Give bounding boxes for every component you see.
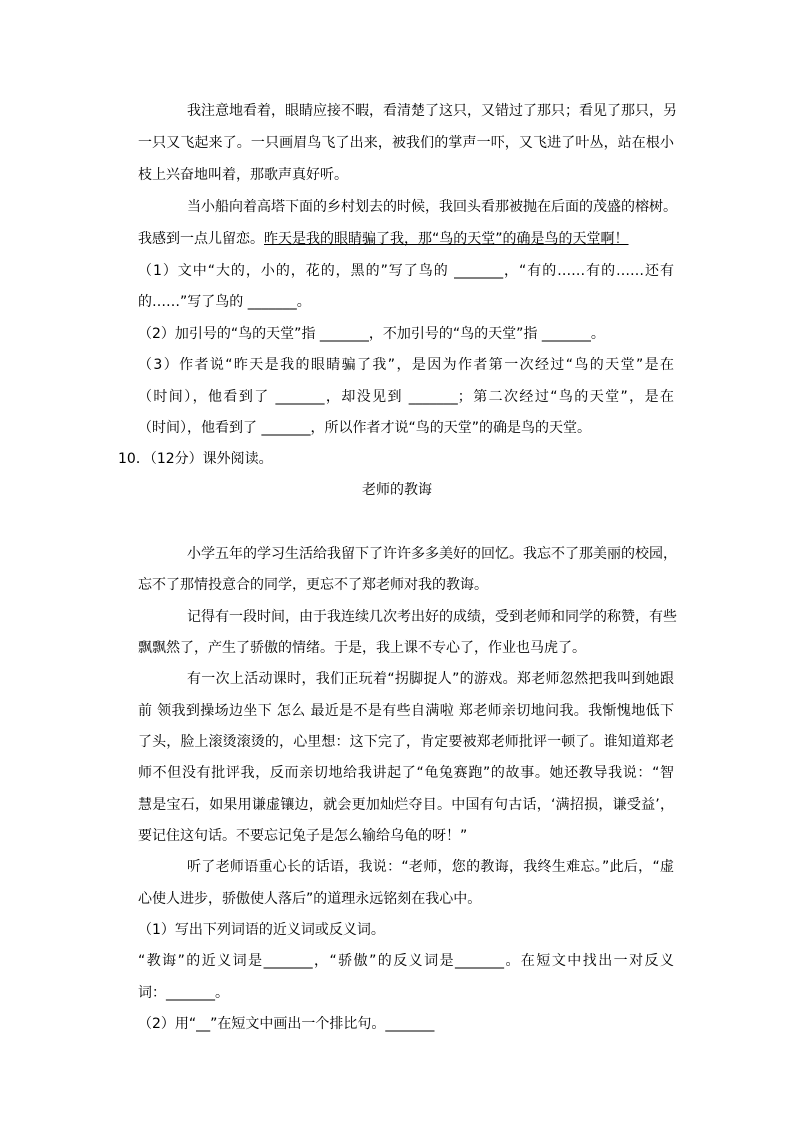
q10-sub1: （1）写出下列词语的近义词或反义词。: [138, 922, 385, 938]
q9-sub3-line2: （时间），他看到了 _______，却没见到 _______；第二次经过“鸟的天堂”，是在: [138, 389, 674, 405]
passage9-line4: 当小船向着高塔下面的乡村划去的时候，我回头看那被抛在后面的茂盛的榕树。: [187, 199, 677, 215]
passage9-line1: 我注意地看着，眼睛应接不暇，看清楚了这只，又错过了那只；看见了那只，另: [187, 103, 677, 119]
q10-para1-line1: 小学五年的学习生活给我留下了许许多多美好的回忆。我忘不了那美丽的校园，: [187, 546, 677, 562]
q10-sub1-line2: 词：_______。: [138, 985, 229, 1001]
passage9-line3: 枝上兴奋地叫着，那歌声真好听。: [138, 167, 348, 183]
passage9-line2: 一只又飞起来了。一只画眉鸟飞了出来，被我们的掌声一吓，又飞进了叶丛，站在根小: [138, 135, 674, 151]
q10-para3-line2: 前 领我到操场边坐下 怎么 最近是不是有些自满啦 郑老师亲切地问我。我惭愧地低下: [138, 703, 674, 719]
q10-para4-line2: 心使人进步，骄傲使人落后”的道理永远铭刻在我心中。: [138, 891, 482, 907]
q10-para3-line1: 有一次上活动课时，我们正玩着“拐脚捉人”的游戏。郑老师忽然把我叫到她跟: [187, 671, 674, 687]
q10-para2-line1: 记得有一段时间，由于我连续几次考出好的成绩，受到老师和同学的称赞，有些: [187, 609, 677, 625]
passage9-line5-plain: 我感到一点儿留恋。: [138, 231, 264, 247]
q10-para3-line6: 要记住这句话。不要忘记兔子是怎么输给乌龟的呀！”: [138, 828, 468, 844]
q10-article-title: 老师的教诲: [362, 482, 432, 498]
q10-para3-line5: 慧是宝石，如果用谦虚镶边，就会更加灿烂夺目。中国有句古话，‘满招损，谦受益’，: [138, 797, 674, 813]
q9-sub3-line3: （时间），他看到了 _______，所以作者才说“鸟的天堂”的确是鸟的天堂。: [138, 420, 591, 436]
q10-header: 10．（12分）课外阅读。: [118, 451, 273, 467]
q9-sub1-line1: （1）文中“大的，小的，花的，黑的”写了鸟的 _______，“有的……有的……还有: [138, 263, 674, 279]
q10-sub1-line1: “教诲”的近义词是_______，“骄傲”的反义词是_______。在短文中找出一对反义: [138, 953, 674, 969]
q10-sub2: （2）用“__”在短文中画出一个排比句。_______: [138, 1016, 435, 1032]
passage9-line5: [138, 230, 629, 248]
q10-para3-line3: 了头，脸上滚烫滚烫的，心里想：这下完了，肯定要被郑老师批评一顿了。谁知道郑老: [138, 734, 674, 750]
q10-para2-line2: 飘飘然了，产生了骄傲的情绪。于是，我上课不专心了，作业也马虎了。: [138, 640, 586, 656]
q10-para4-line1: 听了老师语重心长的话语，我说：“老师，您的教诲，我终生难忘。”此后，“虚: [187, 859, 674, 875]
q10-para3-line4: 师不但没有批评我，反而亲切地给我讲起了“龟兔赛跑”的故事。她还教导我说：“智: [138, 765, 674, 781]
passage9-line5-underlined: 昨天是我的眼睛骗了我，那“鸟的天堂”的确是鸟的天堂啊！: [264, 231, 629, 247]
q10-para1-line2: 忘不了那情投意合的同学，更忘不了郑老师对我的教诲。: [138, 577, 488, 593]
q9-sub3-line1: （3）作者说“昨天是我的眼睛骗了我”，是因为作者第一次经过“鸟的天堂”是在: [138, 357, 674, 373]
q9-sub1-line2: 的……”写了鸟的 _______。: [138, 294, 311, 310]
q9-sub2: （2）加引号的“鸟的天堂”指 _______，不加引号的“鸟的天堂”指 _______。: [138, 326, 605, 342]
